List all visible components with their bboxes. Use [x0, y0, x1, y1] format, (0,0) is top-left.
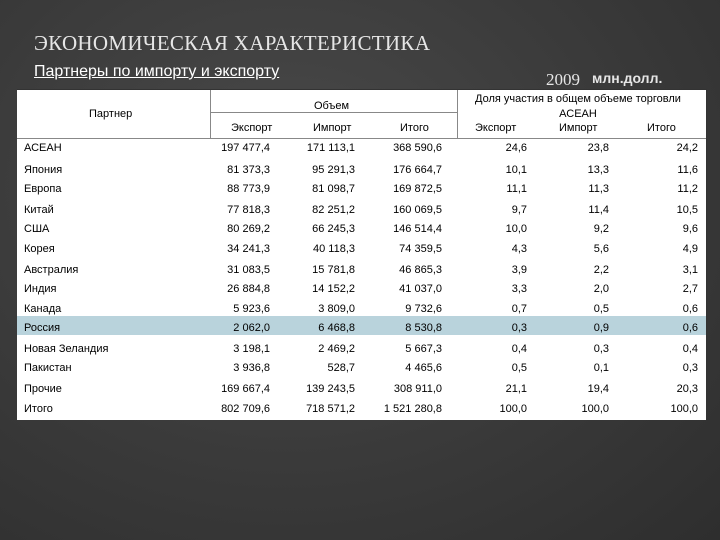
table-cell-total: 176 664,7 [393, 164, 442, 176]
table-cell-total: 5 667,3 [405, 343, 442, 355]
table-cell-export: 5 923,6 [233, 303, 270, 315]
table-cell-partner: США [24, 223, 50, 235]
table-cell-total: 9 732,6 [405, 303, 442, 315]
header-total: Итого [400, 122, 429, 134]
table-cell-total: 160 069,5 [393, 204, 442, 216]
table-cell-s-import: 23,8 [587, 142, 609, 154]
table-cell-import: 14 152,2 [312, 283, 355, 295]
table-cell-import: 171 113,1 [306, 142, 355, 154]
table-cell-s-export: 21,1 [505, 383, 527, 395]
table-cell-export: 81 373,3 [227, 164, 270, 176]
table-cell-s-total: 11,6 [677, 164, 698, 176]
table-cell-s-total: 9,6 [682, 223, 698, 235]
table-cell-s-total: 2,7 [682, 283, 698, 295]
table-cell-import: 66 245,3 [312, 223, 355, 235]
table-cell-s-import: 13,3 [587, 164, 609, 176]
table-cell-s-export: 0,3 [511, 322, 527, 334]
table-cell-export: 34 241,3 [227, 243, 270, 255]
table-cell-s-import: 11,3 [588, 183, 609, 195]
table-cell-partner: Индия [24, 283, 57, 295]
table-cell-partner: Прочие [24, 383, 62, 395]
table-cell-total: 368 590,6 [393, 142, 442, 154]
header-share-total: Итого [647, 122, 676, 134]
table-cell-total: 74 359,5 [399, 243, 442, 255]
year-label: 2009 [546, 70, 580, 89]
column-divider [457, 90, 458, 138]
column-divider [210, 90, 211, 138]
table-cell-s-export: 3,9 [511, 264, 527, 276]
table-cell-import: 2 469,2 [318, 343, 355, 355]
table-cell-import: 82 251,2 [312, 204, 355, 216]
table-cell-total: 146 514,4 [393, 223, 442, 235]
header-partner: Партнер [89, 108, 133, 120]
table-cell-s-total: 0,6 [682, 303, 698, 315]
table-cell-s-total: 0,6 [682, 322, 698, 334]
table-cell-export: 2 062,0 [233, 322, 270, 334]
table-cell-s-import: 0,1 [593, 362, 609, 374]
table-cell-s-total: 24,2 [676, 142, 698, 154]
table-cell-partner: АСЕАН [24, 142, 62, 154]
table-cell-export: 77 818,3 [227, 204, 270, 216]
table-cell-partner: Япония [24, 164, 63, 176]
header-divider [17, 138, 706, 139]
table-cell-import: 95 291,3 [312, 164, 355, 176]
table-cell-s-total: 20,3 [676, 383, 698, 395]
table-cell-total: 169 872,5 [393, 183, 442, 195]
table-cell-s-total: 0,4 [682, 343, 698, 355]
table-cell-s-import: 19,4 [587, 383, 609, 395]
table-cell-export: 802 709,6 [221, 403, 270, 415]
table-cell-import: 3 809,0 [318, 303, 355, 315]
table-cell-import: 6 468,8 [318, 322, 355, 334]
slide-title: ЭКОНОМИЧЕСКАЯ ХАРАКТЕРИСТИКА [34, 31, 431, 55]
table-cell-s-export: 10,1 [505, 164, 527, 176]
table-cell-import: 40 118,3 [312, 243, 355, 255]
table-cell-s-total: 100,0 [670, 403, 698, 415]
table-cell-total: 308 911,0 [393, 383, 442, 395]
table-cell-export: 31 083,5 [227, 264, 270, 276]
table-cell-import: 81 098,7 [312, 183, 355, 195]
table-cell-s-import: 0,9 [593, 322, 609, 334]
trade-table [17, 89, 707, 420]
table-cell-s-total: 4,9 [682, 243, 698, 255]
table-cell-total: 41 037,0 [399, 283, 442, 295]
header-export: Экспорт [231, 122, 273, 134]
table-cell-export: 3 936,8 [233, 362, 270, 374]
table-cell-s-import: 100,0 [581, 403, 609, 415]
table-cell-s-export: 3,3 [511, 283, 527, 295]
table-cell-import: 528,7 [327, 362, 355, 374]
table-cell-s-total: 11,2 [677, 183, 698, 195]
table-cell-import: 718 571,2 [306, 403, 355, 415]
table-cell-s-import: 9,2 [593, 223, 609, 235]
table-cell-s-total: 0,3 [682, 362, 698, 374]
table-cell-s-export: 0,7 [511, 303, 527, 315]
table-cell-s-import: 0,3 [593, 343, 609, 355]
table-cell-s-export: 11,1 [506, 183, 527, 195]
table-cell-s-import: 2,0 [593, 283, 609, 295]
table-cell-total: 4 465,6 [405, 362, 442, 374]
table-cell-partner: Итого [24, 403, 53, 415]
table-cell-s-export: 10,0 [505, 223, 527, 235]
table-cell-export: 197 477,4 [221, 142, 270, 154]
table-cell-partner: Европа [24, 183, 62, 195]
table-cell-s-export: 24,6 [505, 142, 527, 154]
table-cell-export: 88 773,9 [227, 183, 270, 195]
table-cell-s-export: 0,4 [511, 343, 527, 355]
header-share-import: Импорт [559, 122, 598, 134]
table-cell-s-total: 3,1 [682, 264, 698, 276]
table-cell-s-export: 9,7 [511, 204, 527, 216]
table-cell-import: 15 781,8 [312, 264, 355, 276]
header-share: Доля участия в общем объеме торговли АСЕАН [475, 93, 681, 120]
table-cell-partner: Новая Зеландия [24, 343, 109, 355]
table-cell-s-import: 11,4 [588, 204, 609, 216]
units-label: млн.долл. [592, 70, 663, 86]
table-cell-s-import: 5,6 [593, 243, 609, 255]
header-share-export: Экспорт [475, 122, 517, 134]
table-cell-partner: Корея [24, 243, 55, 255]
table-cell-partner: Китай [24, 204, 54, 216]
table-cell-total: 8 530,8 [405, 322, 442, 334]
table-cell-s-import: 2,2 [593, 264, 609, 276]
table-cell-export: 169 667,4 [221, 383, 270, 395]
header-subdivider [210, 112, 457, 113]
header-volume: Объем [314, 100, 350, 112]
table-cell-partner: Австралия [24, 264, 79, 276]
table-cell-s-export: 100,0 [499, 403, 527, 415]
table-cell-export: 3 198,1 [233, 343, 270, 355]
table-cell-partner: Россия [24, 322, 61, 334]
table-cell-partner: Канада [24, 303, 62, 315]
table-cell-s-total: 10,5 [676, 204, 698, 216]
table-cell-export: 80 269,2 [227, 223, 270, 235]
table-cell-partner: Пакистан [24, 362, 72, 374]
table-cell-s-export: 0,5 [511, 362, 527, 374]
table-cell-s-import: 0,5 [593, 303, 609, 315]
table-cell-import: 139 243,5 [306, 383, 355, 395]
slide-subtitle: Партнеры по импорту и экспорту [34, 63, 280, 80]
table-cell-s-export: 4,3 [511, 243, 527, 255]
table-cell-total: 1 521 280,8 [383, 403, 442, 415]
table-cell-total: 46 865,3 [399, 264, 442, 276]
header-import: Импорт [313, 122, 352, 134]
table-cell-export: 26 884,8 [227, 283, 270, 295]
